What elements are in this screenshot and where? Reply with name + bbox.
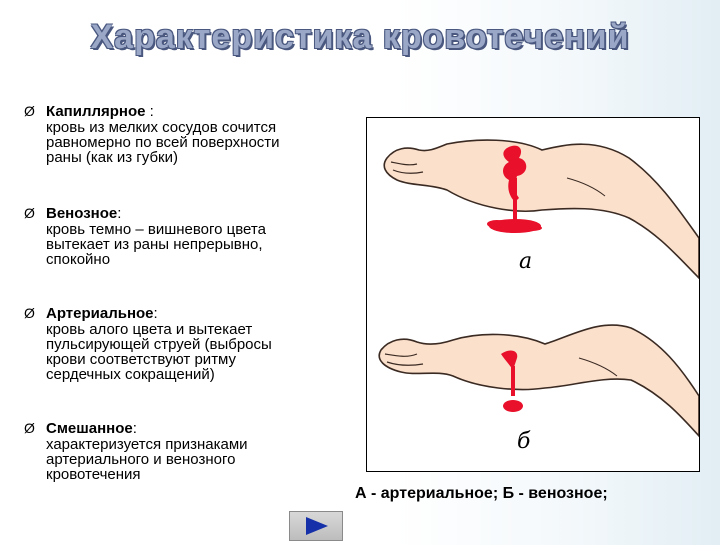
desc-line: характеризуется признаками: [46, 436, 248, 453]
arm-illustrations-svg: [367, 118, 699, 471]
item-description: [46, 222, 354, 267]
arm-b-image: [379, 325, 699, 454]
bullet-arrow-icon: Ø: [24, 103, 35, 119]
item-name: Артериальное: [46, 305, 154, 322]
list-item-arterial: [24, 305, 354, 382]
list-item-venous: [24, 205, 354, 267]
desc-line: спокойно: [46, 251, 111, 268]
desc-line: вытекает из раны непрерывно,: [46, 236, 263, 253]
item-description: [46, 322, 354, 382]
desc-line: крови соответствуют ритму: [46, 351, 237, 368]
item-suffix: :: [145, 103, 154, 120]
next-slide-button[interactable]: [289, 511, 343, 541]
list-item-capillary: [24, 103, 354, 165]
item-suffix: :: [117, 205, 122, 222]
desc-line: раны (как из губки): [46, 149, 178, 166]
arm-a-image: [384, 140, 699, 278]
page-title: Характеристика кровотечений: [90, 18, 630, 56]
desc-line: артериального и венозного: [46, 451, 236, 468]
desc-line: пульсирующей струей (выбросы: [46, 336, 272, 353]
figure-caption: А - артериальное; Б - венозное;: [355, 485, 608, 502]
desc-line: кровь из мелких сосудов сочится: [46, 119, 277, 136]
play-next-icon: [290, 512, 342, 540]
item-description: [46, 120, 354, 165]
item-suffix: :: [132, 420, 137, 437]
item-name: Смешанное: [46, 420, 133, 437]
figure-label-a: а: [519, 249, 533, 274]
bullet-arrow-icon: Ø: [24, 420, 35, 436]
bullet-arrow-icon: Ø: [24, 305, 35, 321]
desc-line: равномерно по всей поверхности: [46, 134, 280, 151]
desc-line: кровь темно – вишневого цвета: [46, 221, 266, 238]
item-name: Венозное: [46, 205, 118, 222]
desc-line: кровотечения: [46, 466, 141, 483]
desc-line: кровь алого цвета и вытекает: [46, 321, 253, 338]
item-description: [46, 437, 354, 482]
figure-label-b: б: [517, 429, 531, 454]
bullet-arrow-icon: Ø: [24, 205, 35, 221]
desc-line: сердечных сокращений): [46, 366, 215, 383]
item-suffix: :: [153, 305, 158, 322]
item-name: Капиллярное: [46, 103, 146, 120]
list-item-mixed: [24, 420, 354, 482]
bleeding-illustration: [366, 117, 700, 472]
